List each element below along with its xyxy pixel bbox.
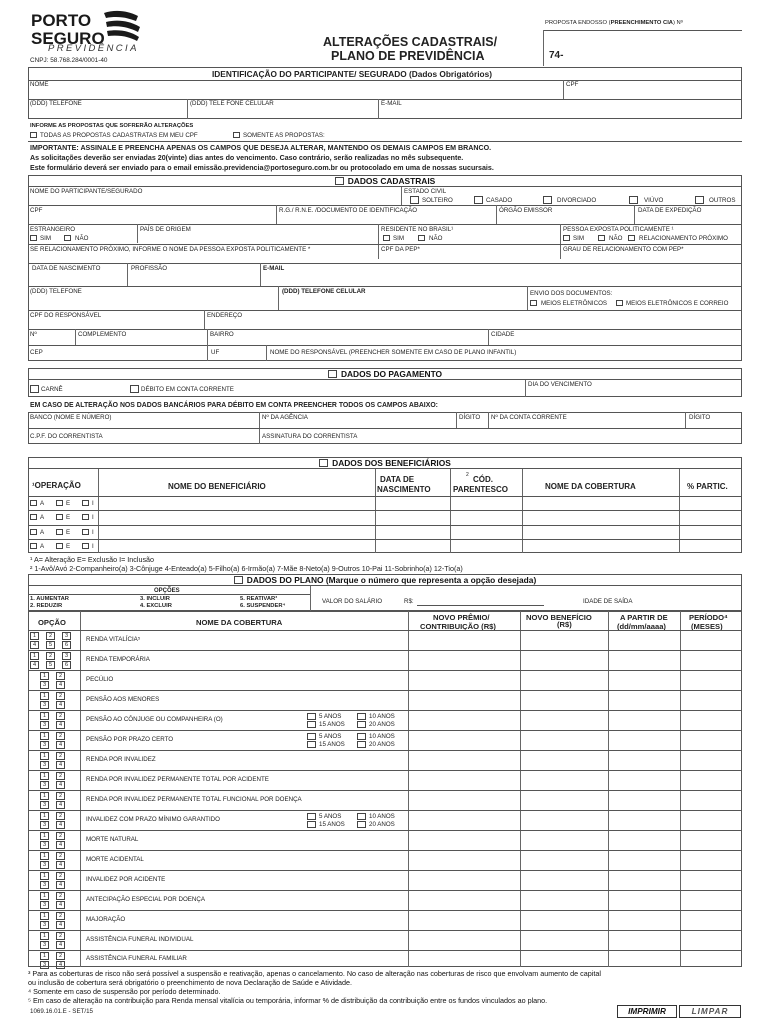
plan-row-label: RENDA POR INVALIDEZ [86,756,156,763]
plan-row-label: ASSISTÊNCIA FUNERAL FAMILIAR [86,954,187,962]
cpf-resp-label: CPF DO RESPONSÁVEL [30,312,102,319]
plan-option-6[interactable]: 6 [62,641,71,649]
plan-option-2[interactable]: 2 [56,712,65,720]
plan-col-beneficio-2: (R$) [557,620,572,629]
ben-col-cod-1: CÓD. [473,475,493,484]
valor-salario-label: VALOR DO SALÁRIO [322,598,383,605]
estrangeiro-nao-checkbox[interactable] [64,235,71,241]
plan-option-4[interactable]: 4 [56,961,65,969]
prazo-anos5-checkbox[interactable] [307,813,316,820]
divorciado-checkbox[interactable] [543,196,552,204]
note-4: ⁴ Somente em caso de suspensão por período determinado. [28,987,221,996]
plan-option-1[interactable]: 1 [40,932,49,940]
plan-row-label: INVALIDEZ COM PRAZO MÍNIMO GARANTIDO [86,816,220,823]
prazo-anos20-checkbox[interactable] [357,721,366,728]
envio-eletronico-label: MEIOS ELETRÔNICOS [541,300,608,307]
numero-label: Nº [30,331,37,338]
estado-civil-label: ESTADO CIVIL [404,188,447,195]
plan-col-cobertura: NOME DA COBERTURA [196,618,283,627]
nascimento-label: DATA DE NASCIMENTO [32,265,101,272]
plan-option-2[interactable]: 2 [56,892,65,900]
ben-op-checkbox-a[interactable] [30,514,37,520]
ben-col-partic: % PARTIC. [687,482,728,491]
solteiro-label: SOLTEIRO [422,197,453,204]
prazo-anos10-label: 10 ANOS [369,713,395,720]
important-line3: Este formulário deverá ser enviado para o email emissão.previdencia@portoseguro.com.br ou protocolado em uma de nossas sucursais. [30,164,494,172]
plan-row-divider [28,710,742,711]
prazo-anos15-label: 15 ANOS [319,821,345,828]
ben-op-checkbox-i[interactable] [82,543,89,549]
ben-col-nome: NOME DO BENEFICIÁRIO [168,482,266,491]
plan-option-3[interactable]: 3 [40,821,49,829]
proposal-number[interactable]: 74- [549,50,564,61]
plan-option-2[interactable]: 2 [56,792,65,800]
agencia-label: Nº DA AGÊNCIA [262,414,308,421]
brand-sub: PREVIDÊNCIA [48,43,139,54]
prazo-anos20-label: 20 ANOS [369,741,395,748]
plan-option-1[interactable]: 1 [30,652,39,660]
plan-option-2[interactable]: 2 [46,632,55,640]
envio-label: ENVIO DOS DOCUMENTOS: [530,290,613,297]
plan-option-2[interactable]: 2 [56,752,65,760]
plano-op6: 6. SUSPENDER⁴ [240,603,286,609]
plan-option-1[interactable]: 1 [40,812,49,820]
ident-nome-label: NOME [30,81,49,88]
prazo-anos5-label: 5 ANOS [319,733,342,740]
plan-row-label: ANTECIPAÇÃO ESPECIAL POR DOENÇA [86,896,205,903]
pep-nao-checkbox[interactable] [598,235,605,241]
plan-option-4[interactable]: 4 [56,921,65,929]
plan-col-apartir-1: A PARTIR DE [620,613,668,622]
prazo-anos15-checkbox[interactable] [307,741,316,748]
plano-op1: 1. AUMENTAR [30,596,69,602]
residente-sim-label: SIM [393,235,405,242]
cpf-pep-label: CPF DA PEP* [381,246,420,253]
endereco-label: ENDEREÇO [207,312,243,319]
plan-row-label: PENSÃO AOS MENORES [86,696,160,703]
ben-op-label: A [40,543,45,550]
plan-option-4[interactable]: 4 [56,881,65,889]
envio-correio-label: MEIOS ELETRÔNICOS E CORREIO [626,300,729,307]
carne-label: CARNÊ [41,386,63,393]
assinatura-label: ASSINATURA DO CORRENTISTA [262,433,358,440]
plan-col-apartir-2: (dd/mm/aaaa) [617,622,666,631]
plan-option-3[interactable]: 3 [40,781,49,789]
plan-col-premio-1: NOVO PRÊMIO/ [433,613,490,622]
ben-op-checkbox-a[interactable] [30,500,37,506]
plan-option-2[interactable]: 2 [56,852,65,860]
plan-option-5[interactable]: 5 [46,641,55,649]
plan-option-3[interactable]: 3 [40,961,49,969]
plan-option-3[interactable]: 3 [40,901,49,909]
plan-option-4[interactable]: 4 [56,761,65,769]
ben-op-label: I [92,514,94,521]
viuvo-label: VIÚVO [644,197,664,204]
ben-op-label: A [40,529,45,536]
envio-eletronico-checkbox[interactable] [530,300,537,306]
plan-option-1[interactable]: 1 [40,912,49,920]
pep-sim-label: SIM [573,235,585,242]
plan-row-divider [28,950,742,951]
residente-nao-label: NÃO [429,235,443,242]
plan-table [28,611,742,967]
plan-col-premio-2: CONTRIBUIÇÃO (R$) [420,622,496,631]
ident-title: IDENTIFICAÇÃO DO PARTICIPANTE/ SEGURADO (Dados Obrigatórios) [212,69,492,79]
plan-option-4[interactable]: 4 [30,661,39,669]
plano-op4: 4. EXCLUIR [140,603,172,609]
viuvo-checkbox[interactable] [629,196,638,204]
outros-label: OUTROS [709,197,736,204]
prazo-anos15-label: 15 ANOS [319,721,345,728]
plan-option-1[interactable]: 1 [40,772,49,780]
plan-row-label: MORTE NATURAL [86,836,139,843]
plan-row-divider [28,790,742,791]
plan-option-3[interactable]: 3 [40,941,49,949]
plan-option-4[interactable]: 4 [56,701,65,709]
estrangeiro-label: ESTRANGEIRO [30,226,76,233]
plan-option-2[interactable]: 2 [56,912,65,920]
plan-option-1[interactable]: 1 [40,792,49,800]
cad-cel-label: (DDD) TELEFONE CELULAR [282,288,366,295]
plan-row-divider [28,810,742,811]
residente-sim-checkbox[interactable] [383,235,390,241]
outros-checkbox[interactable] [695,196,704,204]
plan-option-4[interactable]: 4 [56,681,65,689]
plan-option-2[interactable]: 2 [56,932,65,940]
plan-option-3[interactable]: 3 [62,652,71,660]
ben-op-checkbox-e[interactable] [56,514,63,520]
ben-op-checkbox-e[interactable] [56,543,63,549]
plan-option-4[interactable]: 4 [56,941,65,949]
plan-option-4[interactable]: 4 [56,841,65,849]
plan-option-4[interactable]: 4 [30,641,39,649]
plan-option-3[interactable]: 3 [40,801,49,809]
pep-label: PESSOA EXPOSTA POLITICAMENTE ¹ [563,226,674,233]
plan-option-3[interactable]: 3 [40,921,49,929]
plan-option-2[interactable]: 2 [56,832,65,840]
plan-row-label: INVALIDEZ POR ACIDENTE [86,876,166,883]
plan-option-1[interactable]: 1 [40,692,49,700]
plan-row-divider [28,650,742,651]
limpar-button[interactable]: LIMPAR [679,1005,741,1018]
cnpj: CNPJ: 58.768.284/0001-40 [30,57,108,64]
plan-option-3[interactable]: 3 [40,681,49,689]
plan-row-divider [28,730,742,731]
pep-relac-checkbox[interactable] [628,235,635,241]
plano-op3: 3. INCLUIR [140,596,170,602]
ben-op-label: E [66,500,71,507]
important-line1: IMPORTANTE: ASSINALE E PREENCHA APENAS OS CAMPOS QUE DESEJA ALTERAR, MANTENDO OS DEMAIS CAMPOS EM BRANCO. [30,144,492,152]
plan-row-label: PENSÃO AO CÔNJUGE OU COMPANHEIRA (O) [86,716,223,723]
prazo-anos20-checkbox[interactable] [357,821,366,828]
pagamento-checkbox[interactable] [328,370,337,378]
plan-option-3[interactable]: 3 [40,721,49,729]
todas-propostas-label: TODAS AS PROPOSTAS CADASTRATAS EM MEU CPF [40,132,198,139]
ben-col-cobertura: NOME DA COBERTURA [545,482,636,491]
ben-col-operacao: ¹OPERAÇÃO [32,481,81,490]
svg-text:SEGURO: SEGURO [31,29,105,48]
plan-row-label: RENDA VITALÍCIA⁵ [86,636,141,643]
todas-propostas-checkbox[interactable] [30,132,37,138]
cadastrais-bar: DADOS CADASTRAIS [28,175,742,187]
casado-checkbox[interactable] [474,196,483,204]
plan-row-label: MAJORAÇÃO [86,916,126,923]
plan-row-label: PECÚLIO [86,676,114,683]
plan-option-2[interactable]: 2 [46,652,55,660]
plan-option-5[interactable]: 5 [46,661,55,669]
banco-label: BANCO (NOME E NÚMERO) [30,414,112,421]
plan-option-6[interactable]: 6 [62,661,71,669]
debito-checkbox[interactable] [130,385,139,393]
ben-col-cod-2: PARENTESCO [453,485,508,494]
debito-label: DÉBITO EM CONTA CORRENTE [141,386,234,393]
idade-saida-label: IDADE DE SAÍDA [583,598,633,605]
orgao-label: ÓRGÃO EMISSOR [499,207,553,214]
plan-row-divider [28,830,742,831]
ben-op-checkbox-a[interactable] [30,529,37,535]
somente-propostas-checkbox[interactable] [233,132,240,138]
ident-cel-label: (DDD) TELE FONE CELULAR [190,100,274,107]
note-3b: ou inclusão de cobertura será obrigatório o preenchimento de nova Declaração de Saúde e Atividade. [28,978,353,987]
prazo-anos5-checkbox[interactable] [307,713,316,720]
prazo-anos10-checkbox[interactable] [357,713,366,720]
ben-op-label: A [40,500,45,507]
estrangeiro-sim-label: SIM [40,235,52,242]
prazo-anos20-label: 20 ANOS [369,821,395,828]
plan-option-4[interactable]: 4 [56,821,65,829]
plan-col-periodo-2: (MESES) [691,622,723,631]
nome-resp-label: NOME DO RESPONSÁVEL (PREENCHER SOMENTE EM CASO DE PLANO INFANTIL) [270,349,517,356]
conta-label: Nº DA CONTA CORRENTE [491,414,567,421]
prazo-anos10-checkbox[interactable] [357,733,366,740]
prazo-anos10-label: 10 ANOS [369,733,395,740]
beneficiarios-checkbox[interactable] [319,459,328,467]
ben-op-label: A [40,514,45,521]
plan-col-beneficio-1: NOVO BENEFÍCIO [526,613,592,622]
prazo-anos20-label: 20 ANOS [369,721,395,728]
plan-option-1[interactable]: 1 [40,732,49,740]
plan-option-2[interactable]: 2 [56,812,65,820]
form-title-2: PLANO DE PREVIDÊNCIA [331,49,485,63]
proposal-label: PROPOSTA ENDOSSO (PREENCHIMENTO CIA) Nº [545,20,683,26]
divorciado-label: DIVORCIADO [557,197,597,204]
ident-tel-label: (DDD) TELEFONE [30,100,82,107]
prazo-anos5-checkbox[interactable] [307,733,316,740]
cpf-correntista-label: C.P.F. DO CORRENTISTA [30,433,103,440]
pep-sim-checkbox[interactable] [563,235,570,241]
se-relac-label: SE RELACIONAMENTO PRÓXIMO, INFORME O NOME DA PESSOA EXPOSTA POLITICAMENTE * [30,246,311,253]
note-3a: ³ Para as coberturas de risco não será possível a suspensão e reativação, apenas o cancelamento. No caso de alteração nas coberturas de risco que envolvam aumento de capital [28,969,601,978]
bairro-label: BAIRRO [210,331,234,338]
plan-option-2[interactable]: 2 [56,772,65,780]
prazo-anos5-label: 5 ANOS [319,713,342,720]
plan-col-periodo-1: PERÍODO⁴ [689,613,728,622]
imprimir-button[interactable]: IMPRIMIR [617,1005,677,1018]
ben-op-label: E [66,529,71,536]
form-code: 1069.16.01.E - SET/15 [30,1008,93,1015]
ben-op-checkbox-a[interactable] [30,543,37,549]
plano-opcoes-label: OPÇÕES [154,588,180,594]
plan-row-label: MORTE ACIDENTAL [86,856,144,863]
carne-checkbox[interactable] [30,385,39,393]
dia-vencimento-label: DIA DO VENCIMENTO [528,381,592,388]
ben-col-cod-sup: 2 [466,472,469,478]
plan-option-3[interactable]: 3 [40,861,49,869]
form-title-1: ALTERAÇÕES CADASTRAIS/ [323,35,498,49]
plan-row-divider [28,870,742,871]
plan-option-4[interactable]: 4 [56,861,65,869]
solteiro-checkbox[interactable] [410,196,419,204]
ben-op-label: I [92,543,94,550]
plan-option-1[interactable]: 1 [40,952,49,960]
estrangeiro-sim-checkbox[interactable] [30,235,37,241]
ben-op-checkbox-i[interactable] [82,500,89,506]
cadastrais-checkbox[interactable] [335,177,344,185]
pagamento-bar: DADOS DO PAGAMENTO [28,368,742,380]
plan-option-3[interactable]: 3 [40,881,49,889]
plan-option-2[interactable]: 2 [56,872,65,880]
plan-col-opcao: OPÇÃO [38,618,66,627]
ben-op-label: E [66,514,71,521]
plan-option-3[interactable]: 3 [40,841,49,849]
prazo-anos5-label: 5 ANOS [319,813,342,820]
envio-correio-checkbox[interactable] [616,300,623,306]
pep-nao-label: NÃO [609,235,623,242]
propostas-title: INFORME AS PROPOSTAS QUE SOFRERÃO ALTERAÇÕES [30,123,194,129]
ben-col-data-1: DATA DE [380,475,415,484]
plan-option-4[interactable]: 4 [56,801,65,809]
plano-bar: DADOS DO PLANO (Marque o número que representa a opção desejada) [28,574,742,586]
prazo-anos15-label: 15 ANOS [319,741,345,748]
ben-op-label: E [66,543,71,550]
ben-op-label: I [92,529,94,536]
plan-option-4[interactable]: 4 [56,741,65,749]
ben-col-data-2: NASCIMENTO [377,485,431,494]
cad-nome-label: NOME DO PARTICIPANTE/SEGURADO [30,188,143,195]
plan-option-1[interactable]: 1 [30,632,39,640]
plan-row-divider [28,750,742,751]
profissao-label: PROFISSÃO [131,265,168,272]
plan-option-2[interactable]: 2 [56,692,65,700]
plano-checkbox[interactable] [234,576,243,584]
prazo-anos15-checkbox[interactable] [307,721,316,728]
plan-option-1[interactable]: 1 [40,892,49,900]
ben-op-label: I [92,500,94,507]
note-5: ⁵ Em caso de alteração na contribuição para Renda mensal vitalícia ou temporária, informar % de distribuição da contribuição entre os fundos vinculados ao plano. [28,996,548,1005]
cad-email-label: E-MAIL [263,265,285,272]
plan-row-label: PENSÃO POR PRAZO CERTO [86,736,174,743]
plan-option-1[interactable]: 1 [40,672,49,680]
ben-footnote-2: ² 1-Avô/Avó 2-Companheiro(a) 3-Cônjuge 4-Enteado(a) 5-Filho(a) 6-Irmão(a) 7-Mãe 8-Neto(a) 9-Outros 10-Pai 11-Sobrinho(a) 12-Tio(a) [30,564,463,573]
plan-row-label: ASSISTÊNCIA FUNERAL INDIVIDUAL [86,936,194,943]
svg-text:PORTO: PORTO [31,11,92,30]
prazo-anos10-label: 10 ANOS [369,813,395,820]
rg-label: R.G./ R.N.E. /DOCUMENTO DE IDENTIFICAÇÃO [279,207,418,214]
cad-cpf-label: CPF [30,207,43,214]
pep-relac-label: RELACIONAMENTO PRÓXIMO [639,235,728,242]
plan-option-2[interactable]: 2 [56,952,65,960]
important-line2: As solicitações deverão ser enviadas 20(vinte) dias antes do vencimento. Caso contrário, serão realizadas no mês subsequente. [30,154,464,162]
plan-option-3[interactable]: 3 [40,701,49,709]
somente-propostas-label: SOMENTE AS PROPOSTAS: [243,132,325,139]
cidade-label: CIDADE [491,331,515,338]
plan-row-label: RENDA POR INVALIDEZ PERMANENTE TOTAL POR ACIDENTE [86,776,269,783]
uf-label: UF [211,349,220,356]
ben-op-checkbox-i[interactable] [82,514,89,520]
ben-footnote-1: ¹ A= Alteração E= Exclusão I= Inclusão [30,555,155,564]
plan-row-divider [28,770,742,771]
ident-email-label: E-MAIL [381,100,402,107]
plan-option-4[interactable]: 4 [56,901,65,909]
cad-tel-label: (DDD) TELEFONE [30,288,82,295]
complemento-label: COMPLEMENTO [78,331,127,338]
plan-row-divider [28,850,742,851]
plan-option-3[interactable]: 3 [62,632,71,640]
ben-op-checkbox-e[interactable] [56,500,63,506]
conta-digito-label: DÍGITO [689,414,711,421]
plano-op5: 5. REATIVAR³ [240,596,278,602]
ben-op-checkbox-i[interactable] [82,529,89,535]
beneficiarios-bar: DADOS DOS BENEFICIÁRIOS [28,457,742,469]
agencia-digito-label: DÍGITO [459,414,481,421]
plan-row-label: RENDA POR INVALIDEZ PERMANENTE TOTAL FUNCIONAL POR DOENÇA [86,796,302,803]
plan-row-divider [28,890,742,891]
plan-option-1[interactable]: 1 [40,872,49,880]
ident-cpf-label: CPF [566,81,579,88]
plan-option-4[interactable]: 4 [56,781,65,789]
rs-label: R$: [404,598,414,605]
plan-row-divider [28,690,742,691]
plan-option-1[interactable]: 1 [40,712,49,720]
prazo-anos20-checkbox[interactable] [357,741,366,748]
plan-option-2[interactable]: 2 [56,732,65,740]
plano-op2: 2. REDUZIR [30,603,63,609]
plan-row-divider [28,910,742,911]
alteracao-bancaria-label: EM CASO DE ALTERAÇÃO NOS DADOS BANCÁRIOS PARA DÉBITO EM CONTA PREENCHER TODOS OS CAMPOS ABAIXO: [30,402,438,409]
plan-option-3[interactable]: 3 [40,741,49,749]
residente-label: RESIDENTE NO BRASIL¹ [381,226,454,233]
plan-row-divider [28,670,742,671]
residente-nao-checkbox[interactable] [418,235,425,241]
casado-label: CASADO [486,197,513,204]
plan-option-4[interactable]: 4 [56,721,65,729]
plan-row-label: RENDA TEMPORÁRIA [86,656,150,663]
estrangeiro-nao-label: NÃO [75,235,89,242]
plan-option-1[interactable]: 1 [40,832,49,840]
plan-row-divider [28,930,742,931]
pais-label: PAÍS DE ORIGEM [140,226,191,233]
grau-label: GRAU DE RELACIONAMENTO COM PEP* [563,246,684,253]
plan-option-3[interactable]: 3 [40,761,49,769]
prazo-anos10-checkbox[interactable] [357,813,366,820]
plan-option-2[interactable]: 2 [56,672,65,680]
plan-option-1[interactable]: 1 [40,852,49,860]
plan-option-1[interactable]: 1 [40,752,49,760]
expedicao-label: DATA DE EXPEDIÇÃO [638,207,702,214]
ben-op-checkbox-e[interactable] [56,529,63,535]
cep-label: CEP [30,349,43,356]
prazo-anos15-checkbox[interactable] [307,821,316,828]
